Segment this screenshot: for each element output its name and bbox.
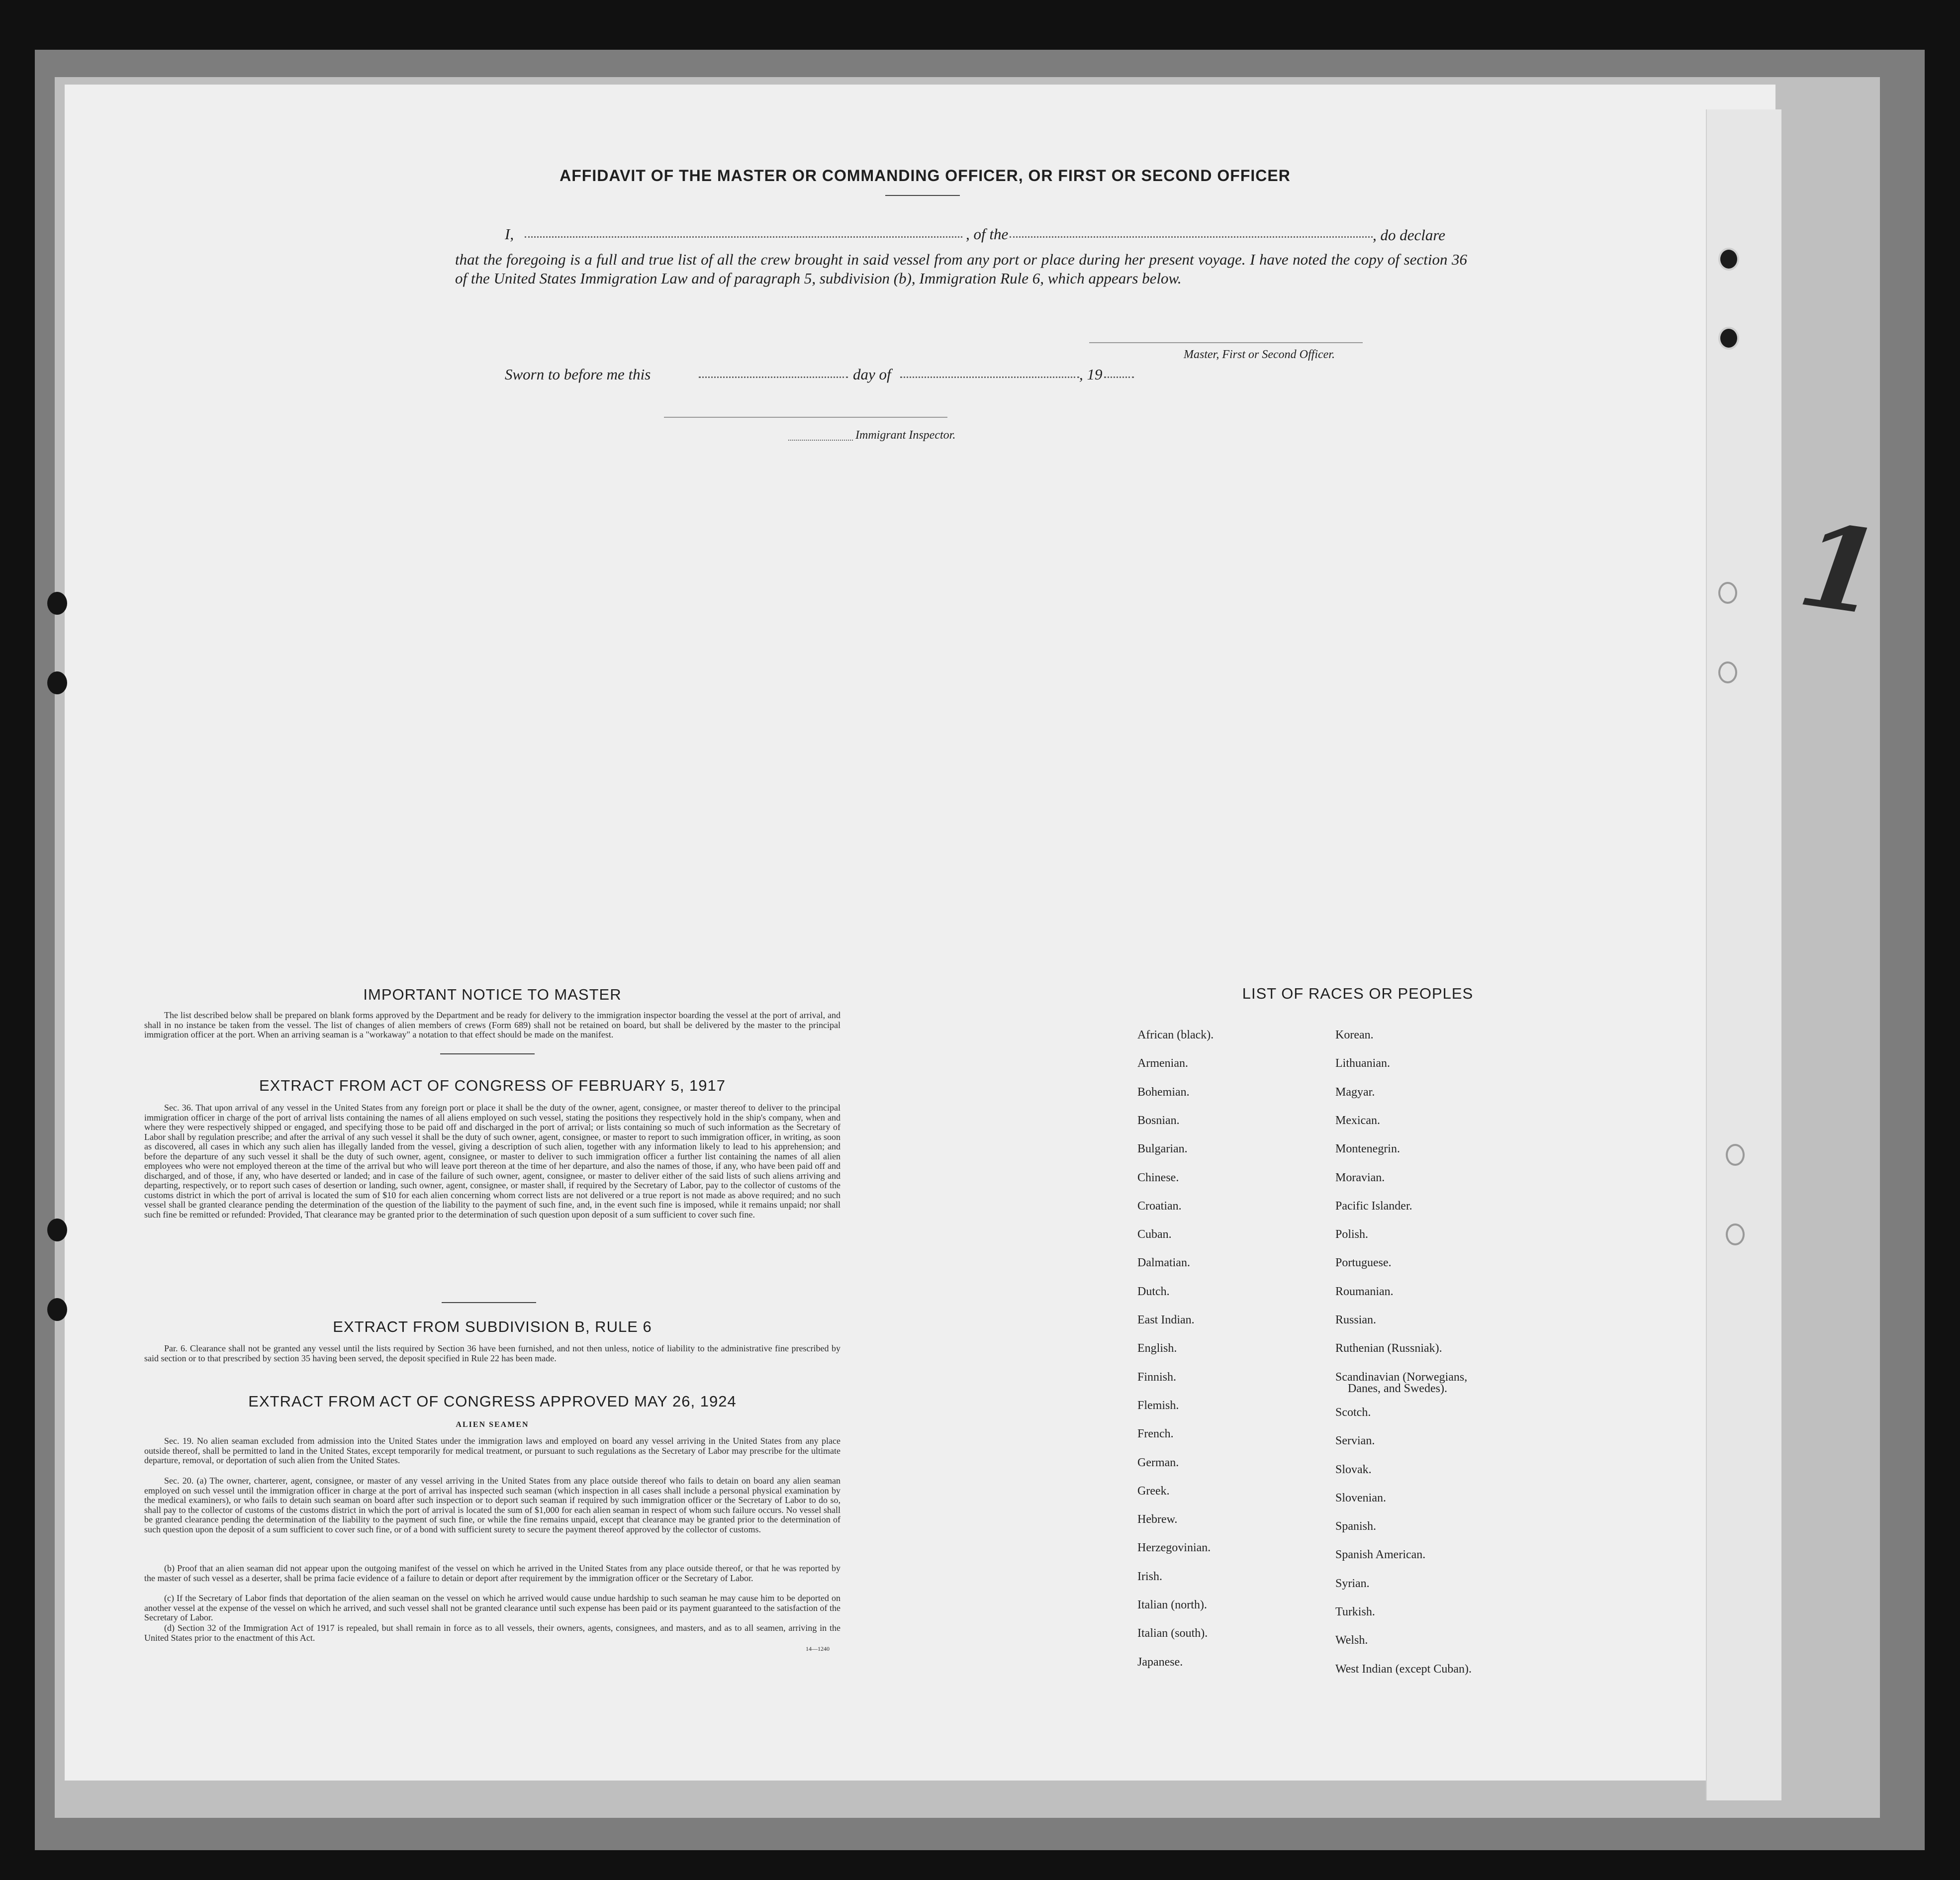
race-item: English.	[1137, 1342, 1177, 1355]
race-item: Croatian.	[1137, 1199, 1182, 1213]
document-page	[65, 85, 1775, 1781]
race-item: Cuban.	[1137, 1228, 1172, 1241]
race-item: Magyar.	[1335, 1085, 1375, 1099]
inspector-blank[interactable]	[788, 440, 853, 441]
race-item: Chinese.	[1137, 1171, 1179, 1184]
affidavit-of-the: , of the	[966, 225, 1009, 243]
affidavit-i: I,	[505, 225, 514, 243]
race-item: Roumanian.	[1335, 1285, 1394, 1298]
race-item: Moravian.	[1335, 1171, 1385, 1184]
race-item: Spanish.	[1335, 1520, 1377, 1533]
extract1924-sec20c: (c) If the Secretary of Labor finds that deportation of the alien seaman on the vessel on which he arrived would cause undue hardship to such seaman he may cause him to be deported on another vessel at the expense of the vessel on which he arrived, and such vessel shall not be granted clearance until such expense has been paid or its payment guaranteed to the satisfaction of the Secretary of Labor.	[144, 1593, 840, 1622]
race-item: Russian.	[1335, 1314, 1377, 1326]
races-title: LIST OF RACES OR PEOPLES	[1242, 985, 1474, 1002]
race-item: Korean.	[1335, 1029, 1374, 1041]
name-blank[interactable]	[525, 236, 962, 238]
title-rule	[885, 195, 960, 196]
race-item: Pacific Islander.	[1335, 1199, 1412, 1213]
inspector-label: Immigrant Inspector.	[855, 429, 956, 442]
binder-hole	[47, 592, 67, 615]
binder-hole	[47, 1298, 67, 1321]
punch-hole	[1718, 327, 1739, 350]
extract1924-sec20a: Sec. 20. (a) The owner, charterer, agent, consignee, or master of any vessel arriving in the United States from any place outside thereof who fails to detain on board any alien seaman employed on such vessel until the immigration officer in charge at the port of arrival has inspected such seaman (which inspection in all cases shall include a personal physical examination by the medical examiners), or who fails to detain such seaman on board after such inspection or to deport such seaman if required by such immigration officer or the Secretary of Labor to do so, shall pay to the collector of customs of the customs district in which the port of arrival is located the sum of $1,000 for each alien seaman in respect of whom such failure occurs. No vessel shall be granted clearance pending the determination of the liability to the payment of such fine, or while the fine remains unpaid, except that clearance may be granted prior to the determination of such question upon the deposit of a sum sufficient to cover such fine, or of a bond with sufficient surety to secure the payment thereof approved by the collector of customs.	[144, 1476, 840, 1534]
extract1917-rule	[442, 1302, 536, 1303]
race-item: Turkish.	[1335, 1605, 1375, 1618]
race-item: Dalmatian.	[1137, 1256, 1190, 1270]
race-item: Irish.	[1137, 1570, 1162, 1583]
race-item: Japanese.	[1137, 1655, 1183, 1669]
race-item: Ruthenian (Russniak).	[1335, 1342, 1442, 1355]
race-item: Lithuanian.	[1335, 1057, 1390, 1070]
punch-hole	[1726, 1223, 1745, 1245]
punch-hole	[1718, 248, 1739, 271]
sworn-year: , 19	[1079, 366, 1103, 383]
race-item: French.	[1137, 1427, 1174, 1441]
race-item: Hebrew.	[1137, 1513, 1178, 1526]
affidavit-paragraph: that the foregoing is a full and true list of all the crew brought in said vessel from any port or place during her present voyage. I have noted the copy of section 36 of the United States Immigration Law and of paragraph 5, subdivision (b), Immigration Rule 6, which appears below.	[455, 251, 1467, 287]
punch-hole	[1718, 661, 1737, 683]
extract1924-sec20d: (d) Section 32 of the Immigration Act of 1917 is repealed, but shall remain in force as to all vessels, their owners, agents, consignees, and masters, and as to all seamen, arriving in the United States prior to the enactment of this Act.	[144, 1623, 840, 1643]
extract1924-sec19: Sec. 19. No alien seaman excluded from admission into the United States under the immigration laws and employed on board any vessel arriving in the United States from any place outside thereof, shall be permitted to land in the United States, except temporarily for medical treatment, or pursuant to such regulations as the Secretary of Labor may prescribe for the ultimate departure, removal, or deportation of such alien from the United States.	[144, 1436, 840, 1465]
binder-hole	[47, 1219, 67, 1241]
sworn-day-blank[interactable]	[699, 376, 848, 378]
sworn-day-of: day of	[853, 366, 891, 383]
subdivisionB-text: Par. 6. Clearance shall not be granted any vessel until the lists required by Section 36 have been furnished, and not then unless, notice of liability to the administrative fine prescribed by said section or to that prescribed by section 35 having been served, the deposit specified in Rule 22 has been made.	[144, 1343, 840, 1363]
race-item: East Indian.	[1137, 1314, 1195, 1326]
race-item: Armenian.	[1137, 1057, 1188, 1070]
race-item: Mexican.	[1335, 1114, 1380, 1127]
notice-text: The list described below shall be prepared on blank forms approved by the Department and be ready for delivery to the immigration inspector boarding the vessel at the port of arrival, and shall in no instance be taken from the vessel. The list of changes of alien members of crews (Form 689) shall not be retained on board, but shall be delivered by the master to the principal immigration officer at the port. When an arriving seaman is a "workaway" a notation to that effect should be made on the manifest.	[144, 1010, 840, 1039]
race-item: Danes, and Swedes).	[1348, 1382, 1447, 1396]
race-item: Bohemian.	[1137, 1085, 1190, 1099]
master-signature-label: Master, First or Second Officer.	[1184, 348, 1335, 361]
race-item: Montenegrin.	[1335, 1142, 1400, 1156]
race-item: African (black).	[1137, 1029, 1214, 1041]
race-item: Italian (south).	[1137, 1627, 1208, 1640]
race-item: Slovak.	[1335, 1463, 1372, 1476]
extract1924-title: EXTRACT FROM ACT OF CONGRESS APPROVED MAY 26, 1924	[248, 1393, 737, 1410]
extract1924-subtitle: ALIEN SEAMEN	[456, 1420, 529, 1429]
race-item: Herzegovinian.	[1137, 1541, 1211, 1555]
binder-hole	[47, 671, 67, 694]
extract1924-sec20b: (b) Proof that an alien seaman did not appear upon the outgoing manifest of the vessel on which he arrived in the United States from any place outside thereof, or that he was reported by the master of such vessel as a deserter, shall be prima facie evidence of a failure to detain or deport after requirement by the immigration officer or the Secretary of Labor.	[144, 1563, 840, 1583]
race-item: Scandinavian (Norwegians,	[1335, 1370, 1468, 1384]
notice-title: IMPORTANT NOTICE TO MASTER	[363, 986, 622, 1003]
punch-hole	[1726, 1144, 1745, 1166]
race-item: Flemish.	[1137, 1399, 1179, 1412]
race-item: Scotch.	[1335, 1406, 1371, 1419]
extract1917-text: Sec. 36. That upon arrival of any vessel in the United States from any foreign port or place it shall be the duty of the owner, agent, consignee, or master thereof to deliver to the principal immigration officer in charge of the port of arrival lists containing the names of all aliens employed on such vessel, stating the positions they respectively hold in the ship's company, when and where they were respectively shipped or engaged, and specifying those to be paid off and discharged in the port of arrival; or lists containing so much of such information as the Secretary of Labor shall by regulation prescribe; and after the arrival of any such vessel it shall be the duty of such owner, agent, consignee, or master to report to such immigration officer, in writing, as soon as discovered, all cases in which any such alien has illegally landed from the vessel, giving a description of such alien, together with any information likely to lead to his apprehension; and before the departure of any such vessel it shall be the duty of such owner, agent, consignee, or master to deliver to such immigration officer a further list containing the names of all alien employees who were not employed thereon at the time of the arrival but who will leave port thereon at the time of her departure, and also the names of those, if any, who have been paid off and discharged, and of those, if any, who have deserted or landed; and in case of the failure of such owner, agent, consignee, or master to deliver either of the said lists of such aliens arriving and departing, respectively, or to report such cases of desertion or landing, such owner, agent, consignee, or master shall, if required by the Secretary of Labor, pay to the collector of customs of the customs district in which the port of arrival is located the sum of $10 for each alien concerning whom correct lists are not delivered or a true report is not made as above required; and no such vessel shall be granted clearance pending the determination of the question of the liability to the payment of such fine, and, in the event such fine is imposed, while it remains unpaid; nor shall such fine be remitted or refunded: Provided, That clearance may be granted prior to the determination of such question upon deposit of a sum sufficient to cover such fine.	[144, 1103, 840, 1220]
race-item: Bulgarian.	[1137, 1142, 1188, 1156]
race-item: Portuguese.	[1335, 1256, 1392, 1270]
sworn-prefix: Sworn to before me this	[505, 366, 651, 383]
race-item: Slovenian.	[1335, 1491, 1386, 1504]
race-item: Welsh.	[1335, 1634, 1368, 1647]
race-item: Greek.	[1137, 1484, 1170, 1498]
affidavit-title: AFFIDAVIT OF THE MASTER OR COMMANDING OFFICER, OR FIRST OR SECOND OFFICER	[560, 167, 1291, 185]
underlying-sheet-edge	[1706, 109, 1781, 1800]
form-number: 14—1240	[806, 1645, 830, 1652]
race-item: Dutch.	[1137, 1285, 1170, 1298]
master-signature-line[interactable]	[1089, 342, 1363, 343]
handwritten-numeral: 1	[1791, 497, 1889, 642]
race-item: Bosnian.	[1137, 1114, 1180, 1127]
notice-rule	[440, 1053, 535, 1054]
punch-hole	[1718, 582, 1737, 604]
race-item: Italian (north).	[1137, 1598, 1207, 1611]
race-item: Spanish American.	[1335, 1548, 1426, 1562]
affidavit-declare: , do declare	[1373, 226, 1446, 244]
vessel-blank[interactable]	[1010, 236, 1373, 238]
sworn-year-blank[interactable]	[1104, 376, 1134, 378]
sworn-month-blank[interactable]	[900, 376, 1079, 378]
race-item: Polish.	[1335, 1228, 1369, 1241]
race-item: German.	[1137, 1456, 1179, 1469]
inspector-signature-line[interactable]	[664, 417, 947, 418]
subdivisionB-title: EXTRACT FROM SUBDIVISION B, RULE 6	[333, 1318, 652, 1335]
race-item: West Indian (except Cuban).	[1335, 1662, 1472, 1676]
race-item: Servian.	[1335, 1434, 1375, 1448]
extract1917-title: EXTRACT FROM ACT OF CONGRESS OF FEBRUARY 5, 1917	[259, 1077, 726, 1094]
race-item: Syrian.	[1335, 1577, 1370, 1590]
race-item: Finnish.	[1137, 1370, 1177, 1384]
